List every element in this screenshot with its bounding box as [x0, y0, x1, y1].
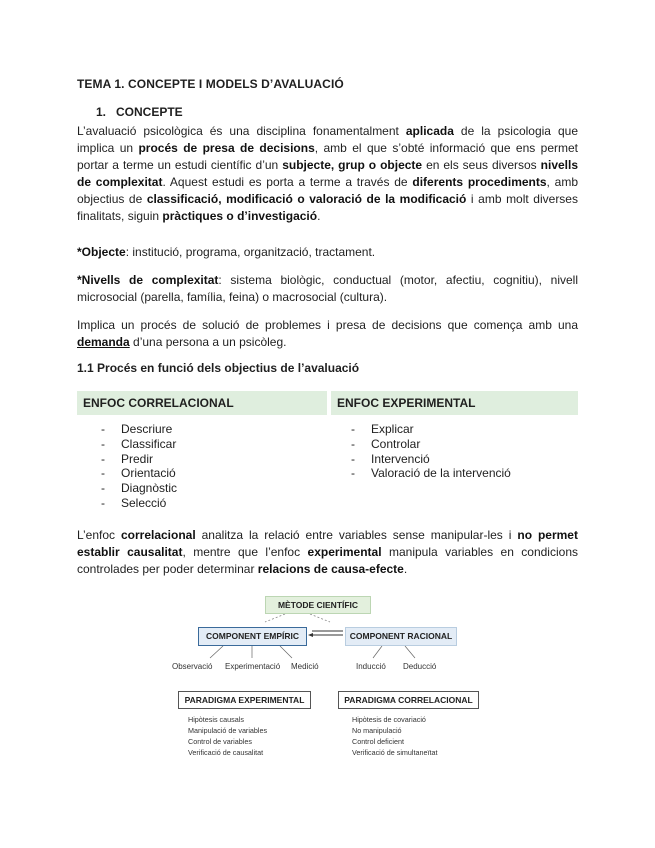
cor-item: Hipòtesis de covariació	[352, 715, 426, 724]
experimental-list	[351, 422, 511, 481]
intro-paragraph: L’avaluació psicològica és una disciplina fonamentalment aplicada de la psicologia que implica un procés de presa de decisions, amb el que s’obté informació que ens permet portar a terme un estudi científic d’un subjecte, grup o objecte en els seus diversos nivells de complexitat. Aquest estudi es porta a terme a través de diferents procediments, amb objectius de classificació, modificació o valoració de la modificació i amb molt diverses finalitats, siguin pràctiques o d’investigació.	[77, 124, 579, 224]
medicio-label: Medició	[291, 662, 319, 671]
list-item: - Descriure	[101, 422, 177, 437]
list-item: - Classificar	[101, 437, 177, 452]
component-racional-box: COMPONENT RACIONAL	[345, 627, 457, 646]
correlacional-list	[101, 422, 177, 511]
section-title: CONCEPTE	[116, 105, 183, 119]
scientific-method-diagram	[160, 590, 500, 765]
component-empiric-box: COMPONENT EMPÍRIC	[198, 627, 307, 646]
nivells-note: *Nivells de complexitat: sistema biològic, conductual (motor, afectiu, cognitiu), nivell microsocial (parella, família, feina) o macrosocial (cultura).	[77, 273, 579, 305]
cor-item: Control deficient	[352, 737, 404, 746]
deduccio-label: Deducció	[403, 662, 437, 671]
list-item: - Controlar	[351, 437, 511, 452]
metode-cientific-box: MÈTODE CIENTÍFIC	[265, 596, 371, 614]
list-item: - Intervenció	[351, 452, 511, 467]
document-title: TEMA 1. CONCEPTE I MODELS D’AVALUACIÓ	[77, 77, 344, 91]
section-heading-concepte	[96, 105, 183, 119]
cor-item: Verificació de simultaneïtat	[352, 748, 438, 757]
list-item: - Explicar	[351, 422, 511, 437]
enfoc-paragraph: L’enfoc correlacional analitza la relació entre variables sense manipular-les i no permet establir causalitat, mentre que l’enfoc experimental manipula variables en condicions controlades per poder determinar relacions de causa-efecte.	[77, 528, 578, 577]
exp-item: Control de variables	[188, 737, 252, 746]
list-item: - Predir	[101, 452, 177, 467]
list-item: - Valoració de la intervenció	[351, 466, 511, 481]
exp-item: Hipòtesis causals	[188, 715, 244, 724]
paradigma-experimental-box: PARADIGMA EXPERIMENTAL	[178, 691, 311, 709]
exp-item: Verificació de causalitat	[188, 748, 264, 757]
section-number: 1.	[96, 105, 107, 119]
cor-item: No manipulació	[352, 726, 402, 735]
table-header-correlacional: ENFOC CORRELACIONAL	[77, 391, 327, 415]
list-item: - Orientació	[101, 466, 177, 481]
exp-item: Manipulació de variables	[188, 726, 268, 735]
observacio-label: Observació	[172, 662, 213, 671]
subsection-heading: 1.1 Procés en funció dels objectius de l’avaluació	[77, 361, 360, 375]
experimentacio-label: Experimentació	[225, 662, 281, 671]
paradigma-correlacional-box: PARADIGMA CORRELACIONAL	[338, 691, 479, 709]
implica-paragraph: Implica un procés de solució de problemes i presa de decisions que comença amb una demanda d’una persona a un psicòleg.	[77, 318, 578, 350]
objecte-note: *Objecte: institució, programa, organització, tractament.	[77, 245, 376, 259]
induccio-label: Inducció	[356, 662, 386, 671]
table-header-experimental: ENFOC EXPERIMENTAL	[331, 391, 578, 415]
list-item: - Selecció	[101, 496, 177, 511]
list-item: - Diagnòstic	[101, 481, 177, 496]
